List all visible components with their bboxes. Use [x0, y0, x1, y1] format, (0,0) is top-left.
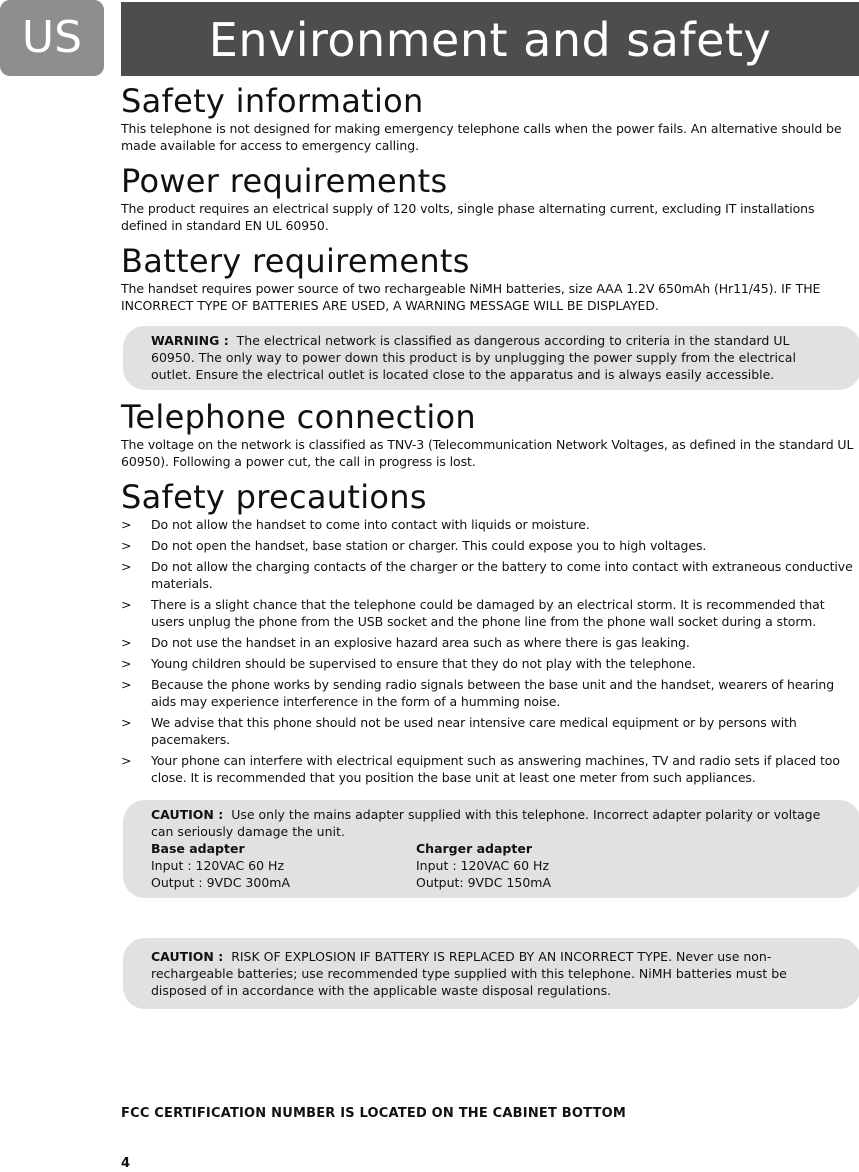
adapter-specs [151, 840, 837, 891]
list-item-text: Do not allow the charging contacts of the charger or the battery to come into contact with extraneous conductive materials. [151, 559, 853, 591]
list-item [121, 558, 857, 592]
section-battery-requirements [121, 242, 857, 314]
section-power-requirements [121, 162, 857, 234]
caution-adapter-text: Use only the mains adapter supplied with this telephone. Incorrect adapter polarity or voltage can seriously damage the unit. [151, 807, 821, 839]
list-item [121, 655, 857, 672]
heading-battery-requirements: Battery requirements [121, 242, 470, 280]
list-item [121, 516, 857, 533]
bullet-marker: > [121, 753, 132, 768]
base-adapter-output: Output : 9VDC 300mA [151, 875, 290, 890]
bullet-marker: > [121, 677, 132, 692]
paragraph-safety-information: This telephone is not designed for making emergency telephone calls when the power fails. An alternative should be made available for access to emergency calling. [121, 121, 842, 153]
list-item-text: Your phone can interfere with electrical equipment such as answering machines, TV and radio sets if placed too close. It is recommended that you position the base unit at least one meter from such appliances. [151, 753, 840, 785]
heading-telephone-connection: Telephone connection [121, 398, 476, 436]
charger-adapter-output: Output: 9VDC 150mA [416, 875, 552, 890]
caution-adapter-box [123, 800, 859, 898]
list-item-text: Do not use the handset in an explosive hazard area such as where there is gas leaking. [151, 635, 690, 650]
list-item-text: There is a slight chance that the telephone could be damaged by an electrical storm. It is recommended that users unplug the phone from the USB socket and the phone line from the phone wall socket during a storm. [151, 597, 825, 629]
caution-label: CAUTION : [151, 949, 224, 964]
list-item-text: We advise that this phone should not be used near intensive care medical equipment or by persons with pacemakers. [151, 715, 797, 747]
list-item [121, 596, 857, 630]
list-item-text: Do not allow the handset to come into contact with liquids or moisture. [151, 517, 590, 532]
paragraph-battery-requirements: The handset requires power source of two rechargeable NiMH batteries, size AAA 1.2V 650mAh (Hr11/45). IF THE INCORRECT TYPE OF BATTERIES ARE USED, A WARNING MESSAGE WILL BE DISPLAYED. [121, 281, 821, 313]
precautions-list [121, 516, 857, 786]
document-body [121, 82, 857, 1009]
bullet-marker: > [121, 656, 132, 671]
language-tab: US [0, 0, 104, 76]
charger-adapter-input: Input : 120VAC 60 Hz [416, 858, 550, 873]
bullet-marker: > [121, 597, 132, 612]
page-number: 4 [121, 1156, 131, 1171]
section-safety-information [121, 82, 857, 154]
warning-box [123, 326, 859, 390]
fcc-certification-note: FCC CERTIFICATION NUMBER IS LOCATED ON THE CABINET BOTTOM [121, 1106, 626, 1121]
list-item-text: Young children should be supervised to ensure that they do not play with the telephone. [151, 656, 696, 671]
base-adapter-title: Base adapter [151, 841, 245, 856]
list-item [121, 634, 857, 651]
caution-battery-text: RISK OF EXPLOSION IF BATTERY IS REPLACED BY AN INCORRECT TYPE. Never use non-rechargeable batteries; use recommended type supplied with this telephone. NiMH batteries must be disposed of in accordance with the applicable waste disposal regulations. [151, 949, 787, 998]
charger-adapter-title: Charger adapter [416, 841, 532, 856]
warning-text: The electrical network is classified as dangerous according to criteria in the standard UL 60950. The only way to power down this product is by unplugging the power supply from the electrical outlet. Ensure the electrical outlet is located close to the apparatus and is always easily accessible. [151, 333, 796, 382]
list-item [121, 676, 857, 710]
list-item-text: Do not open the handset, base station or charger. This could expose you to high voltages. [151, 538, 707, 553]
page-title: Environment and safety [121, 2, 859, 76]
list-item [121, 714, 857, 748]
section-telephone-connection [121, 398, 857, 470]
list-item-text: Because the phone works by sending radio signals between the base unit and the handset, wearers of hearing aids may experience interference in the form of a humming noise. [151, 677, 835, 709]
base-adapter-input: Input : 120VAC 60 Hz [151, 858, 285, 873]
caution-label: CAUTION : [151, 807, 224, 822]
list-item [121, 537, 857, 554]
bullet-marker: > [121, 715, 132, 730]
paragraph-telephone-connection: The voltage on the network is classified as TNV-3 (Telecommunication Network Voltages, as defined in the standard UL 60950). Following a power cut, the call in progress is lost. [121, 437, 854, 469]
bullet-marker: > [121, 538, 132, 553]
warning-label: WARNING : [151, 333, 229, 348]
bullet-marker: > [121, 517, 132, 532]
heading-power-requirements: Power requirements [121, 162, 448, 200]
bullet-marker: > [121, 635, 132, 650]
section-safety-precautions [121, 478, 857, 786]
heading-safety-precautions: Safety precautions [121, 478, 427, 516]
bullet-marker: > [121, 559, 132, 574]
heading-safety-information: Safety information [121, 82, 424, 120]
paragraph-power-requirements: The product requires an electrical supply of 120 volts, single phase alternating current, excluding IT installations defined in standard EN UL 60950. [121, 201, 815, 233]
caution-battery-box [123, 938, 859, 1009]
base-adapter-spec [151, 840, 416, 891]
charger-adapter-spec [416, 840, 551, 891]
list-item [121, 752, 857, 786]
